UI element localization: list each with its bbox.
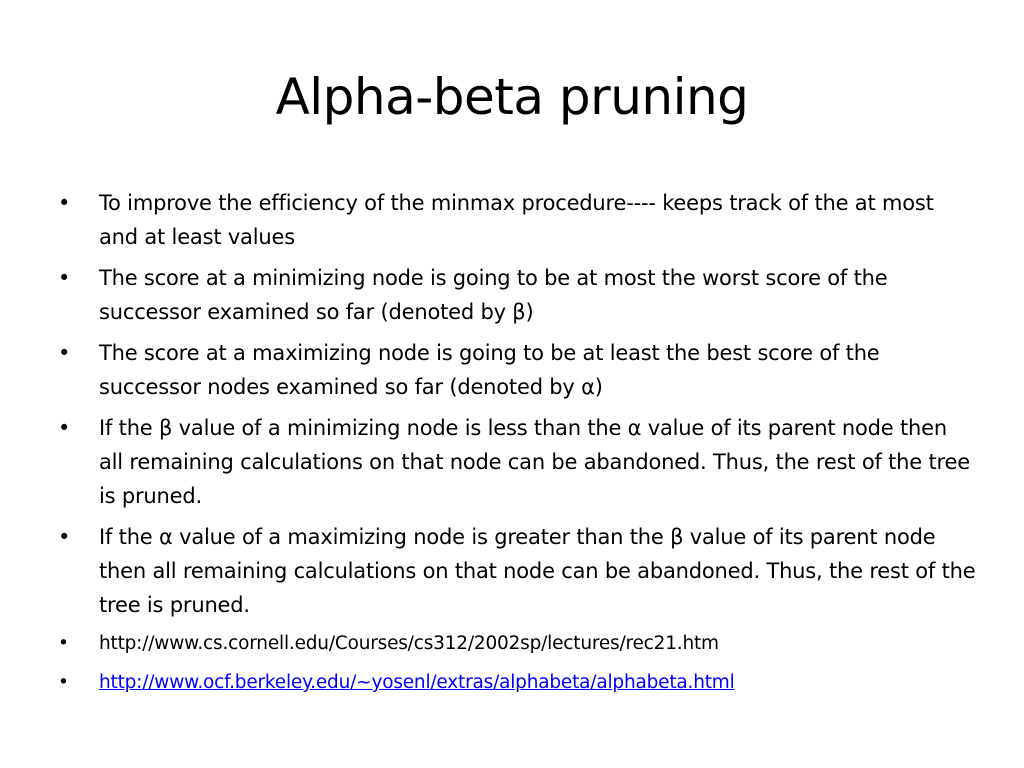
bullet-item-beta-pruning — [56, 411, 976, 513]
bullet-item-maximizing-node — [56, 336, 976, 404]
bullet-item-berkeley-link — [56, 668, 976, 698]
bullet-text: If the β value of a minimizing node is less than the α value of its parent node then all remaining calculations on that node can be abandoned. Thus, the rest of the tree is pruned. — [99, 416, 970, 508]
bullet-dot-icon: • — [58, 341, 71, 365]
bullet-list — [56, 186, 976, 707]
bullet-text: If the α value of a maximizing node is greater than the β value of its parent node then all remaining calculations on that node can be abandoned. Thus, the rest of the tree is pruned. — [99, 525, 976, 617]
bullet-item-alpha-pruning — [56, 520, 976, 622]
bullet-item-minimizing-node — [56, 261, 976, 329]
bullet-item-cornell-url — [56, 629, 976, 659]
slide-title: Alpha-beta pruning — [275, 68, 749, 126]
bullet-text: The score at a minimizing node is going to be at most the worst score of the successor examined so far (denoted by β) — [99, 266, 888, 324]
cornell-url-text: http://www.cs.cornell.edu/Courses/cs312/2002sp/lectures/rec21.htm — [99, 633, 719, 654]
bullet-dot-icon: • — [58, 416, 71, 440]
bullet-dot-icon: • — [58, 266, 71, 290]
bullet-dot-icon: • — [58, 191, 71, 215]
bullet-item-efficiency — [56, 186, 976, 254]
berkeley-link[interactable]: http://www.ocf.berkeley.edu/~yosenl/extras/alphabeta/alphabeta.html — [99, 672, 735, 693]
bullet-text: To improve the efficiency of the minmax procedure---- keeps track of the at most and at least values — [99, 191, 934, 249]
bullet-dot-icon: • — [58, 633, 69, 654]
bullet-dot-icon: • — [58, 525, 71, 549]
bullet-dot-icon: • — [58, 672, 69, 693]
bullet-text: The score at a maximizing node is going to be at least the best score of the successor nodes examined so far (denoted by α) — [99, 341, 880, 399]
